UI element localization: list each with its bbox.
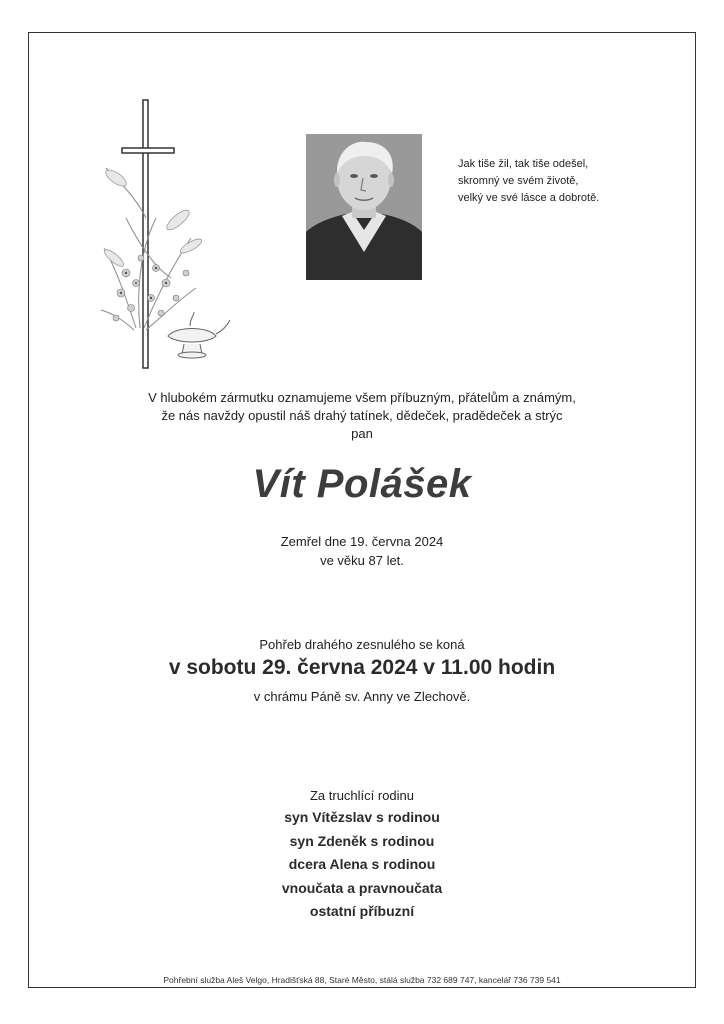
- poem-line: Jak tiše žil, tak tiše odešel,: [458, 158, 589, 170]
- announcement-text: [28, 389, 696, 443]
- mourners-list: [28, 806, 696, 924]
- mourners-title: Za truchlící rodinu: [309, 788, 415, 803]
- mourner-item: syn Zdeněk s rodinou: [289, 832, 435, 849]
- mourner-item: dcera Alena s rodinou: [288, 856, 436, 872]
- funeral-intro: Pohřeb drahého zesnulého se koná: [259, 637, 465, 652]
- death-details: [28, 532, 696, 570]
- poem-line: skromný ve svém životě,: [458, 175, 579, 187]
- deceased-name: Vít Polášek: [252, 462, 472, 506]
- funeral-date: v sobotu 29. června 2024 v 11.00 hodin: [168, 656, 556, 679]
- death-date: Zemřel dne 19. června 2024: [280, 534, 444, 549]
- funeral-place: v chrámu Páně sv. Anny ve Zlechově.: [253, 689, 471, 704]
- mourner-item: vnoučata a pravnoučata: [281, 879, 443, 896]
- mourner-item: ostatní příbuzní: [309, 903, 415, 919]
- memorial-poem: [458, 156, 658, 207]
- portrait-photo: [306, 134, 422, 280]
- cross-with-flowers-illustration: [96, 98, 236, 373]
- mourner-item: syn Vítězslav s rodinou: [284, 809, 440, 825]
- announcement-line: že nás navždy opustil náš drahý tatínek, dědeček, pradědeček a strýc: [161, 408, 563, 423]
- age-at-death: ve věku 87 let.: [320, 553, 404, 568]
- announcement-line: V hlubokém zármutku oznamujeme všem příbuzným, přátelům a známým,: [148, 390, 576, 405]
- announcement-line: pan: [351, 426, 373, 441]
- poem-line: velký ve své lásce a dobrotě.: [458, 192, 600, 204]
- funeral-service-footer: Pohřební služba Aleš Velgo, Hradišťská 88, Staré Město, stálá služba 732 689 747, kancelář 736 739 541: [163, 975, 561, 985]
